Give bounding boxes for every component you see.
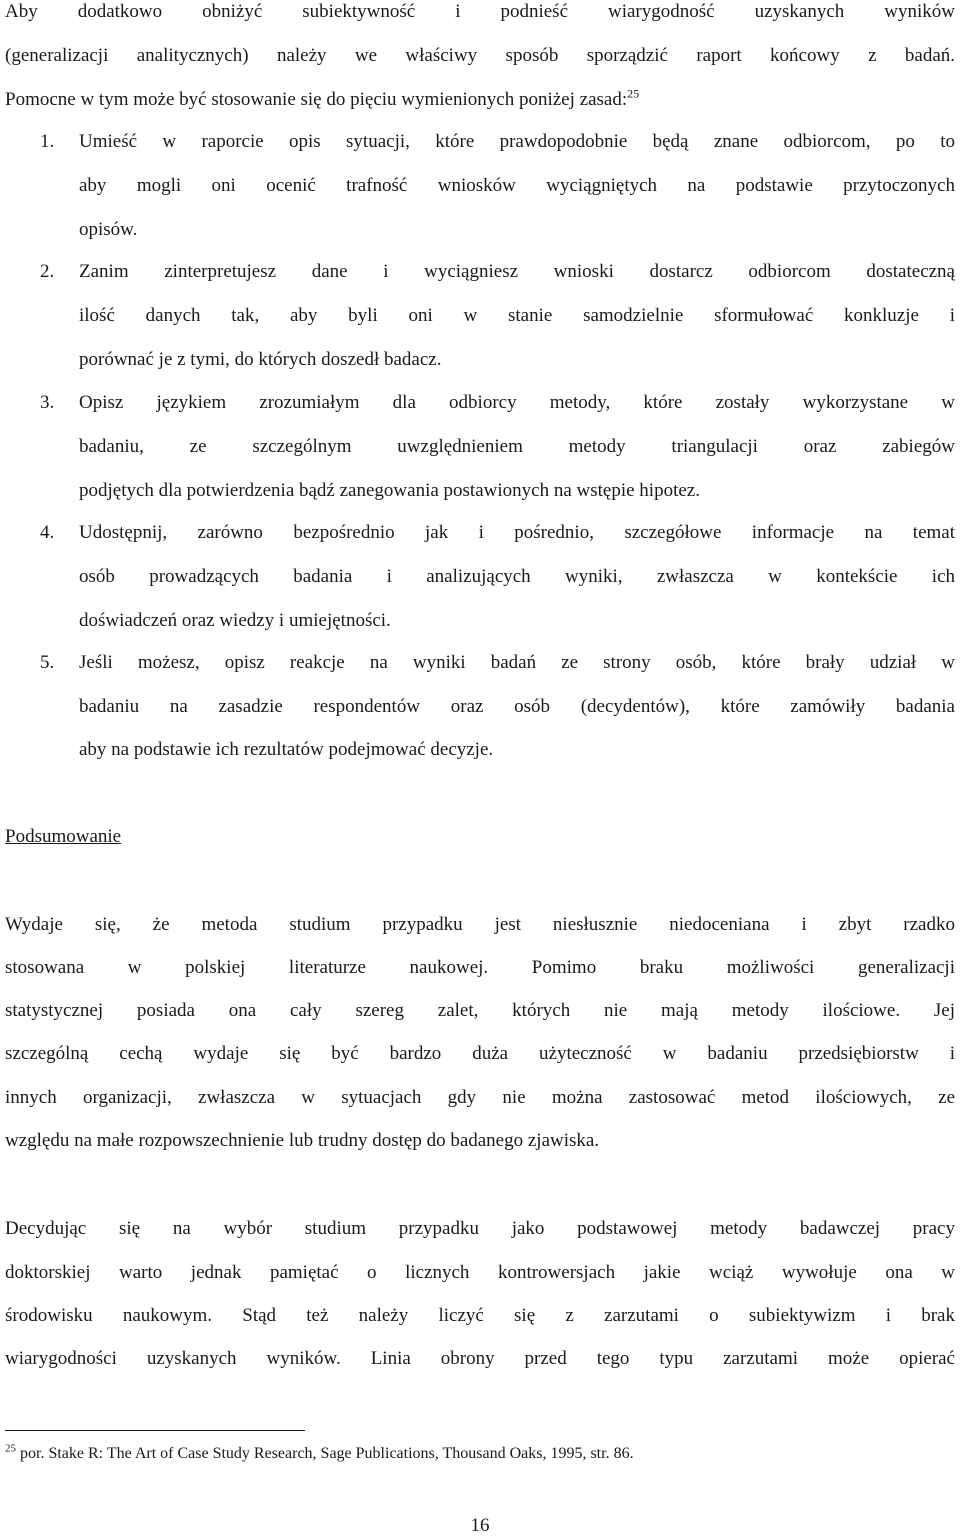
list-item-line: porównać je z tymi, do których doszedł badacz. xyxy=(79,349,442,370)
intro-line: Aby dodatkowo obniżyć subiektywność i podnieść wiarygodność uzyskanych wyników xyxy=(5,1,955,22)
footnote xyxy=(5,1444,634,1464)
summary-line: środowisku naukowym. Stąd też należy liczyć się z zarzutami o subiektywizm i brak xyxy=(5,1305,955,1326)
list-item-line: Udostępnij, zarówno bezpośrednio jak i pośrednio, szczegółowe informacje na temat xyxy=(79,522,955,543)
list-item-number: 3. xyxy=(40,392,55,413)
summary-line: stosowana w polskiej literaturze naukowej. Pomimo braku możliwości generalizacji xyxy=(5,957,955,978)
summary-line: statystycznej posiada ona cały szereg zalet, których nie mają metody ilościowe. Jej xyxy=(5,1000,955,1021)
list-item-number: 5. xyxy=(40,652,55,673)
list-item-line: osób prowadzących badania i analizujących wyniki, zwłaszcza w kontekście ich xyxy=(79,566,955,587)
summary-line: szczególną cechą wydaje się być bardzo duża użyteczność w badaniu przedsiębiorstw i xyxy=(5,1043,955,1064)
intro-line-text: Pomocne w tym może być stosowanie się do pięciu wymienionych poniżej zasad: xyxy=(5,89,628,110)
summary-line-last: względu na małe rozpowszechnienie lub trudny dostęp do badanego zjawiska. xyxy=(5,1130,600,1151)
list-item-number: 4. xyxy=(40,522,55,543)
section-heading: Podsumowanie xyxy=(5,826,122,847)
intro-line-last xyxy=(5,86,640,111)
footnote-text: por. Stake R: The Art of Case Study Research, Sage Publications, Thousand Oaks, 1995, str. 86. xyxy=(20,1445,634,1462)
list-item-line: podjętych dla potwierdzenia bądź zanegowania postawionych na wstępie hipotez. xyxy=(79,480,700,501)
list-item-number: 2. xyxy=(40,261,55,282)
list-item-line: Jeśli możesz, opisz reakcje na wyniki badań ze strony osób, które brały udział w xyxy=(79,652,955,673)
list-item-line: ilość danych tak, aby byli oni w stanie samodzielnie sformułować konkluzje i xyxy=(79,305,955,326)
footnote-number: 25 xyxy=(5,1442,16,1455)
footnote-separator xyxy=(5,1430,305,1431)
summary-line: Decydując się na wybór studium przypadku jako podstawowej metody badawczej pracy xyxy=(5,1218,955,1239)
list-item-line: aby mogli oni ocenić trafność wniosków wyciągniętych na podstawie przytoczonych xyxy=(79,175,955,196)
list-item-line: opisów. xyxy=(79,219,138,240)
footnote-reference: 25 xyxy=(627,86,640,101)
list-item-number: 1. xyxy=(40,131,55,152)
list-item-line: Umieść w raporcie opis sytuacji, które prawdopodobnie będą znane odbiorcom, po to xyxy=(79,131,955,152)
list-item-line: Zanim zinterpretujesz dane i wyciągniesz wnioski dostarcz odbiorcom dostateczną xyxy=(79,261,955,282)
summary-line: Wydaje się, że metoda studium przypadku jest niesłusznie niedoceniana i zbyt rzadko xyxy=(5,914,955,935)
summary-line: doktorskiej warto jednak pamiętać o licznych kontrowersjach jakie wciąż wywołuje ona w xyxy=(5,1262,955,1283)
list-item-line: aby na podstawie ich rezultatów podejmować decyzje. xyxy=(79,739,494,760)
page-number: 16 xyxy=(470,1515,490,1536)
list-item-line: doświadczeń oraz wiedzy i umiejętności. xyxy=(79,610,391,631)
summary-line: wiarygodności uzyskanych wyników. Linia obrony przed tego typu zarzutami może opierać xyxy=(5,1348,955,1369)
list-item-line: badaniu na zasadzie respondentów oraz osób (decydentów), które zamówiły badania xyxy=(79,696,955,717)
summary-line: innych organizacji, zwłaszcza w sytuacjach gdy nie można zastosować metod ilościowych, ze xyxy=(5,1087,955,1108)
list-item-line: Opisz językiem zrozumiałym dla odbiorcy metody, które zostały wykorzystane w xyxy=(79,392,955,413)
list-item-line: badaniu, ze szczególnym uwzględnieniem metody triangulacji oraz zabiegów xyxy=(79,436,955,457)
intro-line: (generalizacji analitycznych) należy we właściwy sposób sporządzić raport końcowy z badań. xyxy=(5,45,955,66)
